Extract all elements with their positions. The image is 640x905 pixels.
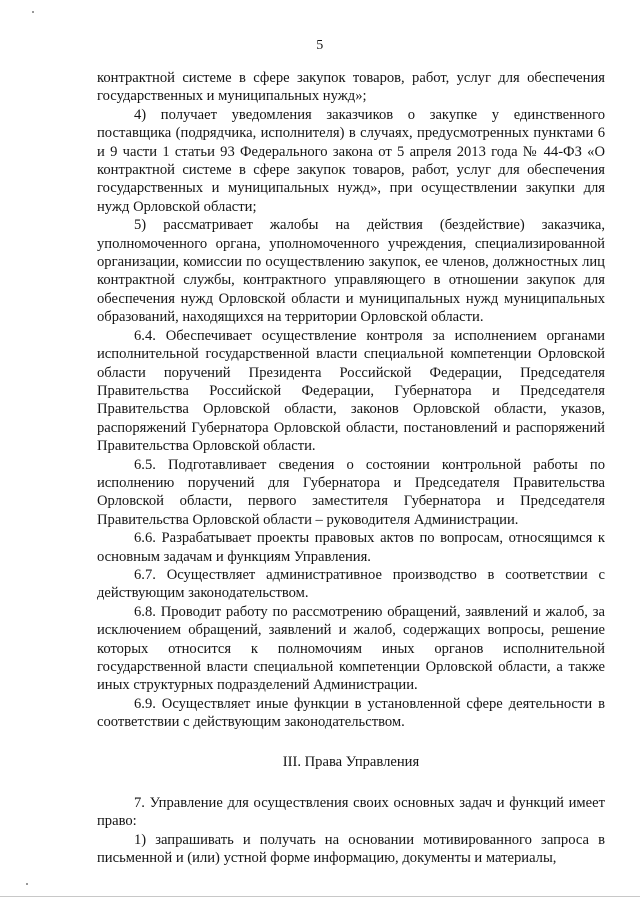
section-title: III. Права Управления [282, 753, 420, 770]
paragraph-7: 7. Управление для осуществления своих основных задач и функций имеет право: [97, 795, 605, 830]
page-number: 5 [316, 38, 324, 53]
paragraph-6-6: 6.6. Разрабатывает проекты правовых актов по вопросам, относящимся к основным задачам и функциям Управления. [97, 530, 605, 565]
scan-speck [26, 883, 28, 885]
paragraph-6-5: 6.5. Подготавливает сведения о состоянии контрольной работы по исполнению поручений для Губернатора и Председателя Правительства Орловской области, первого заместителя Губернатора и Председателя Правительства Орловской области – руководителя Администрации. [97, 456, 605, 528]
paragraph-6-8: 6.8. Проводит работу по рассмотрению обращений, заявлений и жалоб, за исключением обращений, заявлений и жалоб, содержащих вопросы, решение которых относится к полномочиям иных органов исполнительной государственной власти специальной компетенции Орловской области, а также иных структурных подразделений Администрации. [97, 603, 605, 694]
paragraph-6-7: 6.7. Осуществляет административное производство в соответствии с действующим законодательством. [97, 566, 605, 602]
paragraph-6-4: 6.4. Обеспечивает осуществление контроля за исполнением органами исполнительной государственной власти специальной компетенции Орловской области поручений Президента Российской Федерации, Председателя Правительства Российской Федерации, Губернатора и Председателя Правительства Орловской области, законов Орловской области, указов, распоряжений Губернатора Орловской области, постановлений и распоряжений Правительства Орловской области. [97, 327, 605, 455]
paragraph-item-4: 4) получает уведомления заказчиков о закупке у единственного поставщика (подрядчика, исполнителя) в случаях, предусмотренных пунктами 6 и 9 части 1 статьи 93 Федерального закона от 5 апреля 2013 года № 44-ФЗ «О контрактной системе в сфере закупок товаров, работ, услуг для обеспечения государственных и муниципальных нужд», при осуществлении закупки для нужд Орловской области; [97, 106, 605, 215]
paragraph-7-item-1: 1) запрашивать и получать на основании мотивированного запроса в письменной и (или) устной форме информацию, документы и материалы, [97, 831, 605, 867]
paragraph-item-5: 5) рассматривает жалобы на действия (бездействие) заказчика, уполномоченного органа, уполномоченного учреждения, специализированной организации, комиссии по осуществлению закупок, ее членов, должностных лиц контрактной службы, контрактного управляющего в отношении закупок для обеспечения нужд Орловской области и муниципальных нужд муниципальных образований, находящихся на территории Орловской области. [97, 217, 605, 326]
scan-speck [32, 11, 34, 13]
paragraph-continuation: контрактной системе в сфере закупок товаров, работ, услуг для обеспечения государственных и муниципальных нужд»; [97, 70, 605, 105]
paragraph-6-9: 6.9. Осуществляет иные функции в установленной сфере деятельности в соответствии с действующим законодательством. [97, 695, 605, 731]
document-body [97, 69, 605, 868]
page-bottom-edge [0, 896, 640, 897]
